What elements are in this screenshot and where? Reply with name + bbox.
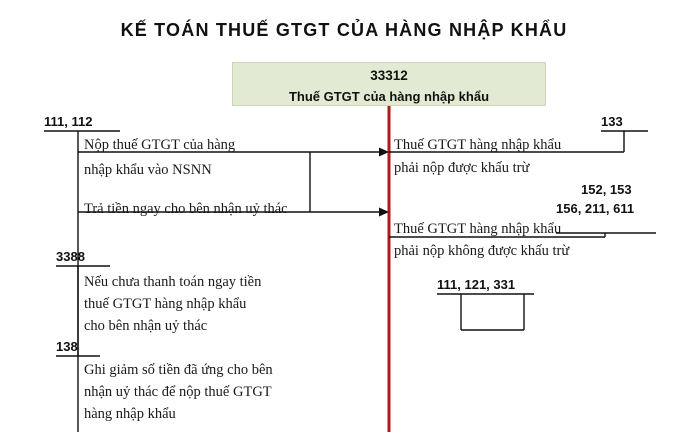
note-tra-tien-ngay: Trả tiền ngay cho bên nhận uỷ thác [84, 201, 288, 217]
note-nop-thue-line1: Nộp thuế GTGT của hàng [84, 137, 236, 153]
account-label-3388: 3388 [56, 249, 85, 264]
note-khong-khau-tru-line1: Thuế GTGT hàng nhập khẩu [394, 221, 562, 237]
central-account-name: Thuế GTGT của hàng nhập khẩu [288, 88, 490, 104]
note-khong-khau-tru-line2: phải nộp không được khấu trừ [394, 243, 570, 259]
account-label-156-211-611: 156, 211, 611 [556, 201, 635, 216]
account-label-138: 138 [56, 339, 78, 354]
page-title: KẾ TOÁN THUẾ GTGT CỦA HÀNG NHẬP KHẨU [120, 20, 568, 40]
account-label-152-153: 152, 153 [581, 182, 632, 197]
account-label-133: 133 [601, 114, 623, 129]
note-chua-thanh-toan-line2: thuế GTGT hàng nhập khẩu [84, 296, 247, 312]
note-khau-tru-line1: Thuế GTGT hàng nhập khẩu [394, 137, 562, 153]
note-chua-thanh-toan-line1: Nếu chưa thanh toán ngay tiền [84, 274, 262, 290]
account-label-111-112: 111, 112 [44, 114, 93, 129]
note-ghi-giam-line2: nhận uỷ thác để nộp thuế GTGT [84, 384, 272, 400]
central-account-box [232, 62, 546, 106]
note-chua-thanh-toan-line3: cho bên nhận uỷ thác [84, 318, 208, 334]
central-account-number: 33312 [370, 68, 408, 83]
note-nop-thue-line2: nhập khẩu vào NSNN [84, 162, 212, 178]
note-ghi-giam-line1: Ghi giảm số tiền đã ứng cho bên [84, 362, 273, 378]
note-ghi-giam-line3: hàng nhập khẩu [84, 406, 176, 422]
account-label-111-121-331: 111, 121, 331 [437, 277, 516, 292]
note-khau-tru-line2: phải nộp được khấu trừ [394, 160, 530, 176]
